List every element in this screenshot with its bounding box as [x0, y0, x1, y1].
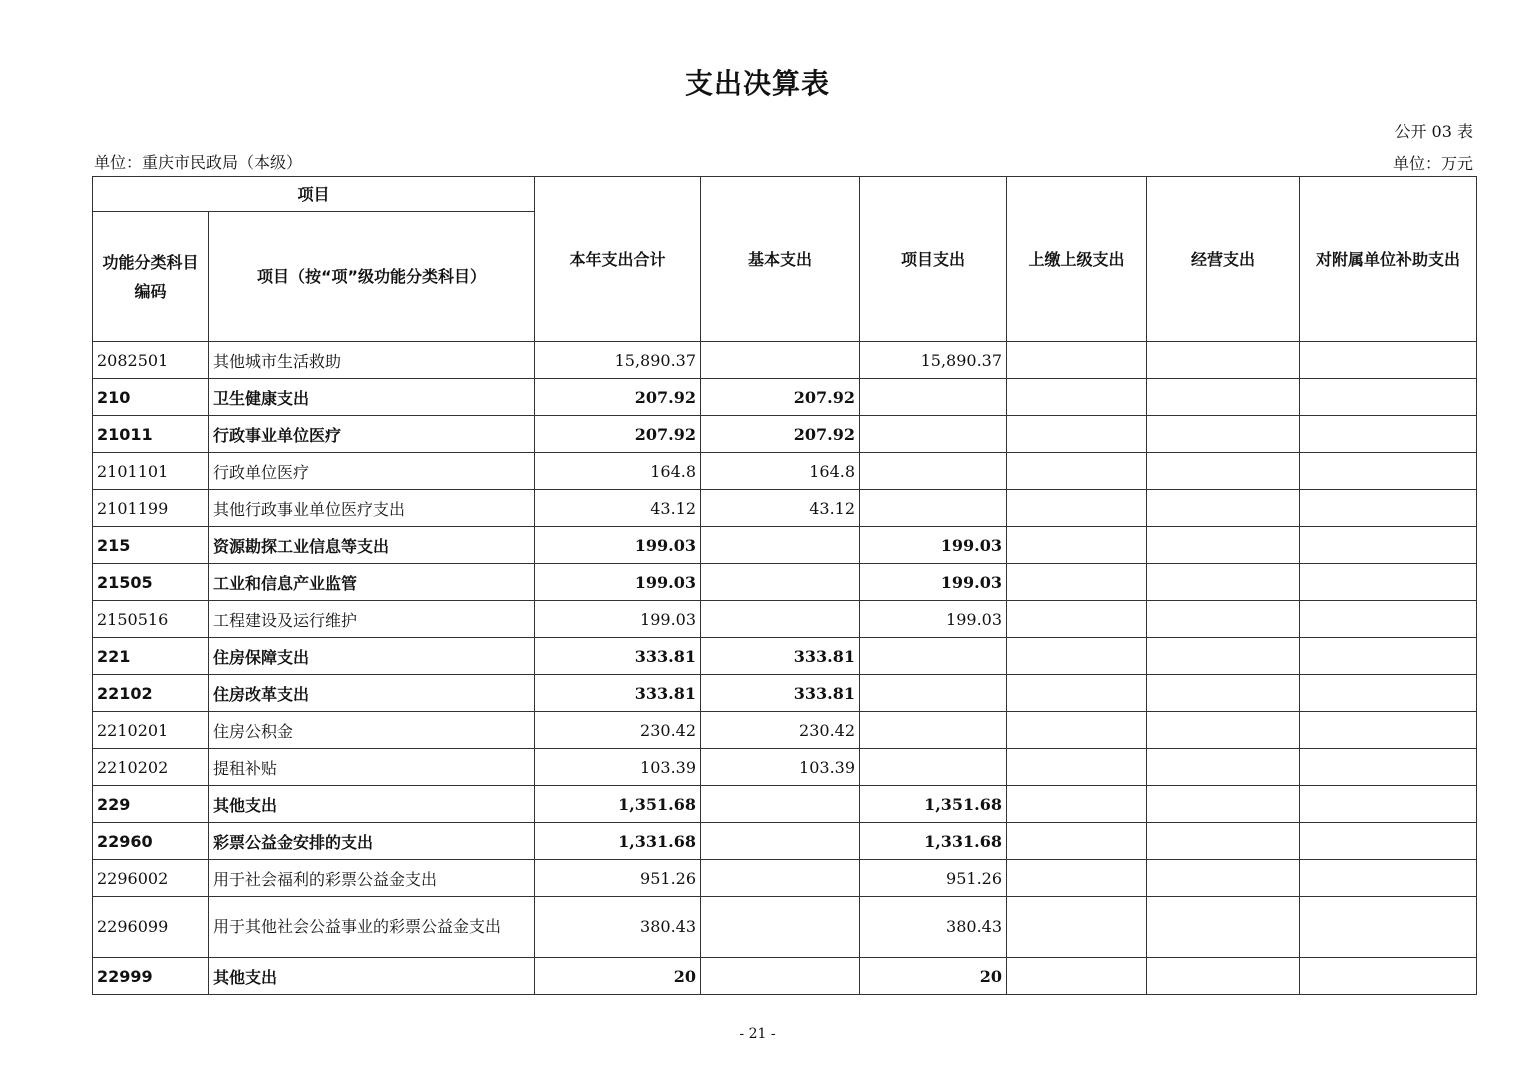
cell-project: 20: [860, 958, 1007, 995]
cell-business: [1147, 453, 1300, 490]
cell-name: 住房改革支出: [209, 675, 535, 712]
cell-upper: [1007, 490, 1147, 527]
cell-project: [860, 379, 1007, 416]
cell-basic: 333.81: [701, 638, 860, 675]
cell-business: [1147, 675, 1300, 712]
cell-project: 199.03: [860, 601, 1007, 638]
cell-basic: [701, 527, 860, 564]
cell-business: [1147, 379, 1300, 416]
cell-code: 2210202: [93, 749, 209, 786]
cell-business: [1147, 416, 1300, 453]
cell-project: 15,890.37: [860, 342, 1007, 379]
table-row: [93, 453, 1477, 490]
cell-basic: [701, 897, 860, 958]
header-project: 项目: [93, 177, 535, 212]
table-row: [93, 823, 1477, 860]
cell-basic: [701, 958, 860, 995]
cell-subsidy: [1300, 638, 1477, 675]
header-subsidy: 对附属单位补助支出: [1300, 177, 1477, 342]
cell-project: 199.03: [860, 564, 1007, 601]
cell-total: 333.81: [535, 638, 701, 675]
cell-name: 行政事业单位医疗: [209, 416, 535, 453]
cell-name: 住房公积金: [209, 712, 535, 749]
cell-upper: [1007, 749, 1147, 786]
form-number: 公开 03 表: [1394, 122, 1473, 141]
table-row: [93, 958, 1477, 995]
cell-name: 行政单位医疗: [209, 453, 535, 490]
cell-subsidy: [1300, 823, 1477, 860]
cell-upper: [1007, 712, 1147, 749]
cell-business: [1147, 564, 1300, 601]
cell-total: 20: [535, 958, 701, 995]
cell-name: 工程建设及运行维护: [209, 601, 535, 638]
cell-subsidy: [1300, 897, 1477, 958]
header-business: 经营支出: [1147, 177, 1300, 342]
table-row: [93, 379, 1477, 416]
cell-subsidy: [1300, 749, 1477, 786]
cell-basic: [701, 786, 860, 823]
cell-business: [1147, 860, 1300, 897]
cell-total: 207.92: [535, 379, 701, 416]
cell-name: 提租补贴: [209, 749, 535, 786]
table-row: [93, 675, 1477, 712]
cell-name: 卫生健康支出: [209, 379, 535, 416]
table-row: [93, 490, 1477, 527]
cell-name: 住房保障支出: [209, 638, 535, 675]
header-total: 本年支出合计: [535, 177, 701, 342]
cell-basic: 230.42: [701, 712, 860, 749]
cell-business: [1147, 601, 1300, 638]
table-row: [93, 786, 1477, 823]
cell-project: 199.03: [860, 527, 1007, 564]
cell-code: 2101101: [93, 453, 209, 490]
table-row: [93, 564, 1477, 601]
cell-project: [860, 416, 1007, 453]
cell-code: 2150516: [93, 601, 209, 638]
cell-upper: [1007, 860, 1147, 897]
header-code: 功能分类科目编码: [93, 212, 209, 342]
header-basic: 基本支出: [701, 177, 860, 342]
cell-basic: 207.92: [701, 379, 860, 416]
cell-basic: 103.39: [701, 749, 860, 786]
cell-upper: [1007, 453, 1147, 490]
cell-project: 1,331.68: [860, 823, 1007, 860]
cell-code: 21505: [93, 564, 209, 601]
cell-business: [1147, 823, 1300, 860]
table-row: [93, 860, 1477, 897]
cell-code: 2101199: [93, 490, 209, 527]
expenditure-table: [92, 176, 1477, 995]
cell-total: 1,351.68: [535, 786, 701, 823]
cell-name: 其他支出: [209, 786, 535, 823]
cell-total: 207.92: [535, 416, 701, 453]
cell-subsidy: [1300, 675, 1477, 712]
organization-unit: 单位：重庆市民政局（本级）: [94, 153, 303, 172]
cell-total: 164.8: [535, 453, 701, 490]
cell-business: [1147, 897, 1300, 958]
cell-code: 21011: [93, 416, 209, 453]
header-project-expenditure: 项目支出: [860, 177, 1007, 342]
cell-total: 1,331.68: [535, 823, 701, 860]
cell-business: [1147, 342, 1300, 379]
cell-name: 资源勘探工业信息等支出: [209, 527, 535, 564]
cell-basic: [701, 601, 860, 638]
cell-basic: [701, 860, 860, 897]
cell-subsidy: [1300, 490, 1477, 527]
cell-subsidy: [1300, 564, 1477, 601]
table-row: [93, 416, 1477, 453]
cell-total: 199.03: [535, 601, 701, 638]
cell-upper: [1007, 897, 1147, 958]
cell-name: 其他支出: [209, 958, 535, 995]
cell-code: 229: [93, 786, 209, 823]
table-row: [93, 527, 1477, 564]
cell-basic: [701, 342, 860, 379]
cell-code: 2296002: [93, 860, 209, 897]
cell-code: 215: [93, 527, 209, 564]
cell-name: 彩票公益金安排的支出: [209, 823, 535, 860]
cell-upper: [1007, 958, 1147, 995]
cell-name: 工业和信息产业监管: [209, 564, 535, 601]
cell-business: [1147, 786, 1300, 823]
cell-project: [860, 712, 1007, 749]
cell-subsidy: [1300, 379, 1477, 416]
cell-basic: 333.81: [701, 675, 860, 712]
cell-name: 其他城市生活救助: [209, 342, 535, 379]
cell-code: 210: [93, 379, 209, 416]
cell-subsidy: [1300, 416, 1477, 453]
page-number: - 21 -: [739, 1026, 776, 1042]
cell-project: [860, 675, 1007, 712]
header-upper-remittance: 上缴上级支出: [1007, 177, 1147, 342]
cell-upper: [1007, 601, 1147, 638]
cell-code: 22960: [93, 823, 209, 860]
cell-total: 199.03: [535, 564, 701, 601]
table-body: [93, 342, 1477, 995]
table-row: [93, 712, 1477, 749]
cell-code: 2296099: [93, 897, 209, 958]
cell-subsidy: [1300, 342, 1477, 379]
cell-upper: [1007, 638, 1147, 675]
cell-subsidy: [1300, 786, 1477, 823]
cell-upper: [1007, 786, 1147, 823]
cell-total: 103.39: [535, 749, 701, 786]
currency-unit: 单位：万元: [1392, 154, 1473, 173]
cell-basic: 164.8: [701, 453, 860, 490]
cell-project: [860, 490, 1007, 527]
cell-upper: [1007, 527, 1147, 564]
cell-total: 15,890.37: [535, 342, 701, 379]
table-row: [93, 749, 1477, 786]
cell-name: 其他行政事业单位医疗支出: [209, 490, 535, 527]
cell-subsidy: [1300, 860, 1477, 897]
cell-basic: 207.92: [701, 416, 860, 453]
table-row: [93, 897, 1477, 958]
cell-total: 43.12: [535, 490, 701, 527]
cell-total: 380.43: [535, 897, 701, 958]
cell-total: 230.42: [535, 712, 701, 749]
cell-basic: [701, 823, 860, 860]
cell-upper: [1007, 823, 1147, 860]
table-row: [93, 342, 1477, 379]
cell-project: [860, 749, 1007, 786]
table-row: [93, 601, 1477, 638]
cell-upper: [1007, 416, 1147, 453]
cell-name: 用于社会福利的彩票公益金支出: [209, 860, 535, 897]
cell-subsidy: [1300, 712, 1477, 749]
cell-code: 22102: [93, 675, 209, 712]
cell-code: 221: [93, 638, 209, 675]
cell-code: 2210201: [93, 712, 209, 749]
cell-subsidy: [1300, 601, 1477, 638]
cell-basic: 43.12: [701, 490, 860, 527]
cell-subsidy: [1300, 958, 1477, 995]
cell-total: 199.03: [535, 527, 701, 564]
cell-business: [1147, 712, 1300, 749]
cell-upper: [1007, 564, 1147, 601]
cell-basic: [701, 564, 860, 601]
cell-business: [1147, 490, 1300, 527]
cell-name: 用于其他社会公益事业的彩票公益金支出: [209, 897, 535, 958]
cell-project: [860, 638, 1007, 675]
cell-total: 333.81: [535, 675, 701, 712]
table-row: [93, 638, 1477, 675]
cell-upper: [1007, 342, 1147, 379]
cell-subsidy: [1300, 453, 1477, 490]
cell-code: 2082501: [93, 342, 209, 379]
cell-upper: [1007, 675, 1147, 712]
page-title: 支出决算表: [684, 67, 830, 100]
cell-business: [1147, 958, 1300, 995]
cell-business: [1147, 749, 1300, 786]
cell-project: 951.26: [860, 860, 1007, 897]
cell-subsidy: [1300, 527, 1477, 564]
cell-code: 22999: [93, 958, 209, 995]
cell-project: 1,351.68: [860, 786, 1007, 823]
cell-upper: [1007, 379, 1147, 416]
cell-project: [860, 453, 1007, 490]
cell-business: [1147, 638, 1300, 675]
cell-business: [1147, 527, 1300, 564]
cell-project: 380.43: [860, 897, 1007, 958]
cell-total: 951.26: [535, 860, 701, 897]
header-name: 项目（按“项”级功能分类科目）: [209, 212, 535, 342]
